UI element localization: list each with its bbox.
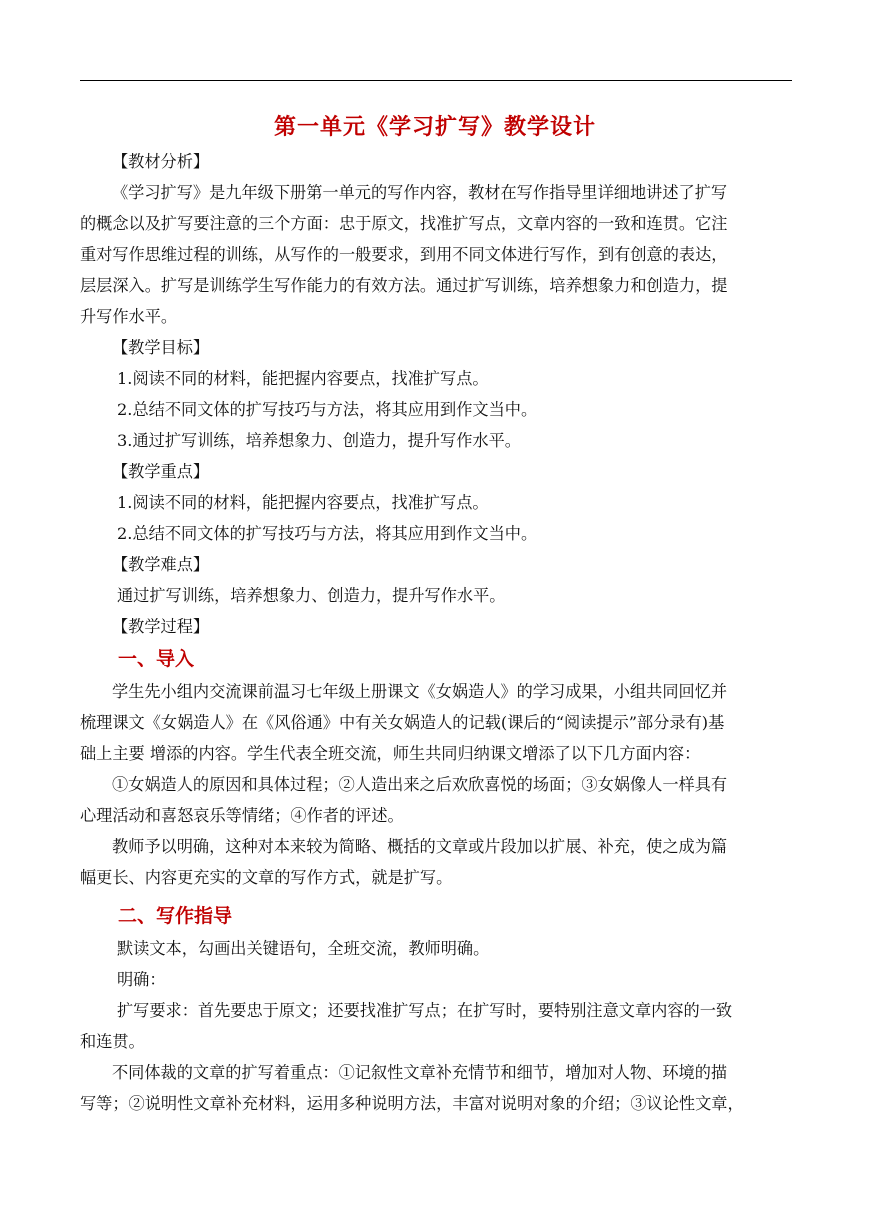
paragraph-line: 2.总结不同文体的扩写技巧与方法，将其应用到作文当中。 (117, 524, 538, 543)
paragraph-line: 通过扩写训练，培养想象力、创造力，提升写作水平。 (117, 586, 506, 605)
paragraph-line: 升写作水平。 (80, 307, 178, 326)
paragraph-line: 层层深入。扩写是训练学生写作能力的有效方法。通过扩写训练，培养想象力和创造力，提 (80, 276, 728, 295)
paragraph-line: 和连贯。 (80, 1032, 145, 1051)
paragraph-line: 明确： (117, 970, 166, 989)
paragraph-line: ①女娲造人的原因和具体过程；②人造出来之后欢欣喜悦的场面；③女娲像人一样具有 (112, 775, 728, 794)
section-heading: 一、导入 (118, 648, 195, 670)
paragraph-line: 1.阅读不同的材料，能把握内容要点，找准扩写点。 (117, 369, 489, 388)
paragraph-line: 幅更长、内容更充实的文章的写作方式，就是扩写。 (80, 868, 453, 887)
paragraph-line: 础上主要 增添的内容。学生代表全班交流，师生共同归纳课文增添了以下几方面内容： (80, 744, 701, 763)
paragraph-line: 写等；②说明性文章补充材料，运用多种说明方法，丰富对说明对象的介绍；③议论性文章， (80, 1094, 744, 1113)
paragraph-line: 扩写要求：首先要忠于原文；还要找准扩写点；在扩写时，要特别注意文章内容的一致 (117, 1001, 733, 1020)
header-rule (80, 80, 792, 81)
paragraph-line: 3.通过扩写训练，培养想象力、创造力，提升写作水平。 (117, 431, 521, 450)
document-body (80, 146, 792, 1119)
section-label: 【教学过程】 (112, 617, 210, 636)
paragraph-line: 心理活动和喜怒哀乐等情绪；④作者的评述。 (80, 806, 404, 825)
paragraph-line: 《学习扩写》是九年级下册第一单元的写作内容，教材在写作指导里详细地讲述了扩写 (112, 183, 728, 202)
section-label: 【教材分析】 (112, 152, 210, 171)
section-label: 【教学难点】 (112, 555, 210, 574)
paragraph-line: 默读文本，勾画出关键语句，全班交流，教师明确。 (117, 939, 490, 958)
paragraph-line: 梳理课文《女娲造人》在《风俗通》中有关女娲造人的记载(课后的“阅读提示”部分录有)基 (80, 713, 725, 732)
paragraph-line: 2.总结不同文体的扩写技巧与方法，将其应用到作文当中。 (117, 400, 538, 419)
paragraph-line: 学生先小组内交流课前温习七年级上册课文《女娲造人》的学习成果，小组共同回忆并 (112, 682, 728, 701)
section-label: 【教学目标】 (112, 338, 210, 357)
paragraph-line: 的概念以及扩写要注意的三个方面：忠于原文，找准扩写点，文章内容的一致和连贯。它注 (80, 214, 728, 233)
paragraph-line: 重对写作思维过程的训练，从写作的一般要求，到用不同文体进行写作，到有创意的表达， (80, 245, 728, 264)
section-heading: 二、写作指导 (118, 905, 233, 927)
paragraph-line: 不同体裁的文章的扩写着重点：①记叙性文章补充情节和细节，增加对人物、环境的描 (112, 1063, 728, 1082)
paragraph-line: 教师予以明确，这种对本来较为简略、概括的文章或片段加以扩展、补充，使之成为篇 (112, 837, 728, 856)
paragraph-line: 1.阅读不同的材料，能把握内容要点，找准扩写点。 (117, 493, 489, 512)
document-title: 第一单元《学习扩写》教学设计 (273, 115, 596, 140)
section-label: 【教学重点】 (112, 462, 210, 481)
